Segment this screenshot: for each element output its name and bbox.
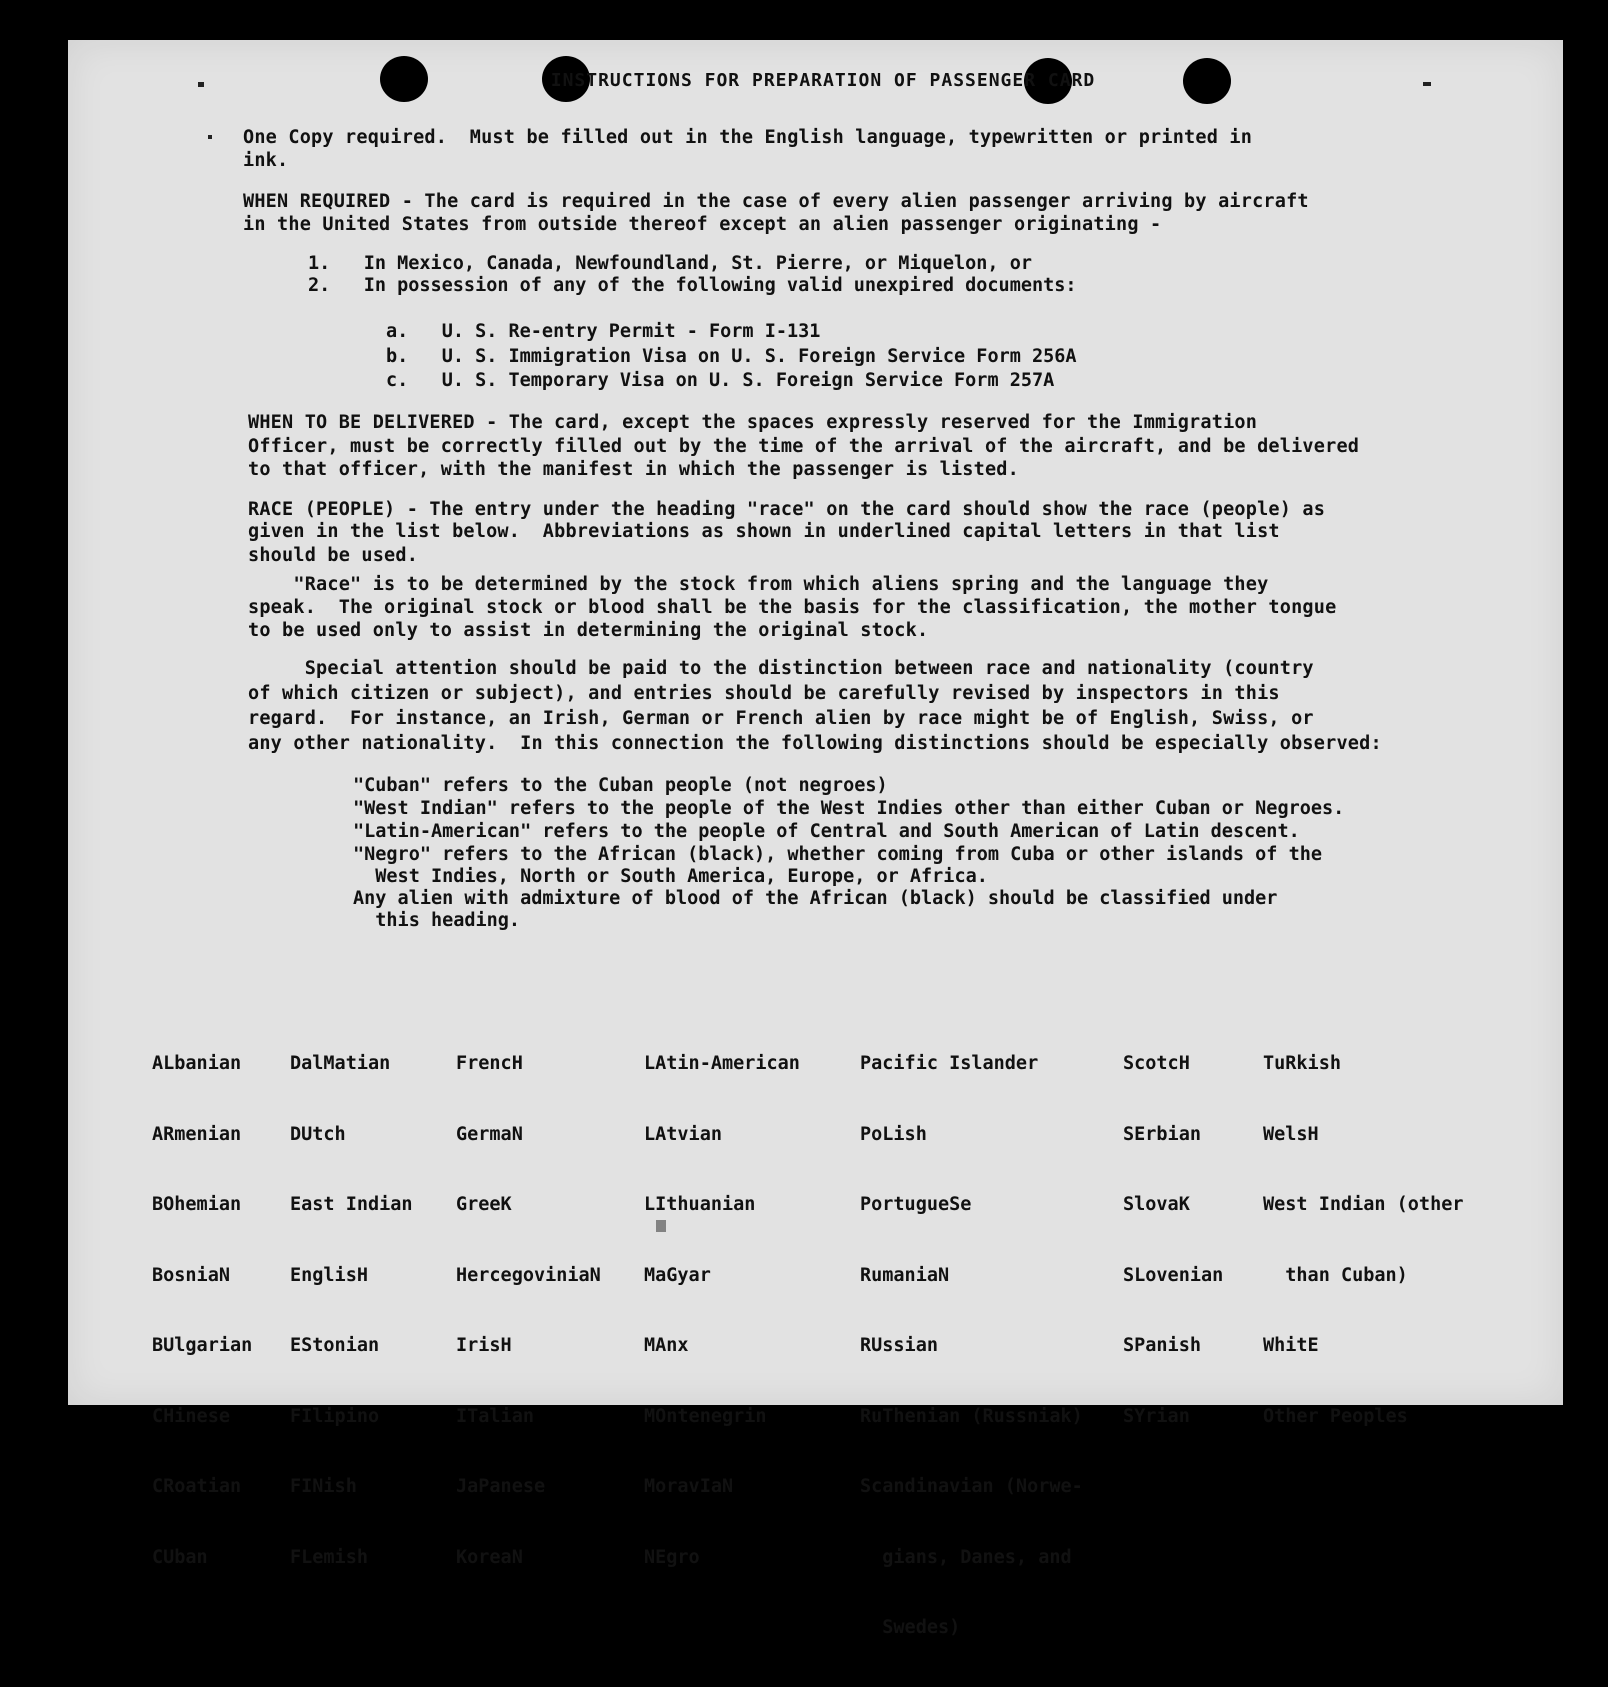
- race-intro-line: should be used.: [248, 545, 419, 566]
- race-item: FIlipino: [290, 1405, 380, 1427]
- special-attention-line: of which citizen or subject), and entries should be carefully revised by inspectors in this: [248, 683, 1280, 704]
- page-title: INSTRUCTIONS FOR PREPARATION OF PASSENGER CARD: [550, 70, 1096, 91]
- race-item: SPanish: [1123, 1335, 1201, 1356]
- race-item: CUban: [152, 1546, 208, 1568]
- race-intro-line: given in the list below. Abbreviations as shown in underlined capital letters in that list: [248, 521, 1280, 542]
- race-intro-line: RACE (PEOPLE) - The entry under the heading "race" on the card should show the race (people) as: [248, 499, 1326, 520]
- race-item: MaGyar: [644, 1264, 711, 1286]
- race-item: CRoatian: [152, 1476, 242, 1497]
- race-item: SLovenian: [1123, 1264, 1224, 1286]
- race-item: FrencH: [456, 1053, 523, 1074]
- scan-speck: [198, 82, 204, 87]
- when-delivered-line: to that officer, with the manifest in which the passenger is listed.: [248, 459, 1019, 480]
- scan-speck: [656, 1220, 666, 1232]
- race-item: ALbanian: [152, 1053, 242, 1074]
- race-item: East Indian: [290, 1194, 413, 1215]
- race-column: [860, 1005, 1083, 1687]
- race-item: SlovaK: [1123, 1194, 1190, 1215]
- race-item: LIthuanian: [644, 1194, 756, 1215]
- document-item: b. U. S. Immigration Visa on U. S. Foreign Service Form 256A: [386, 346, 1077, 367]
- race-item: WelsH: [1263, 1123, 1319, 1145]
- scan-speck: [1423, 82, 1431, 86]
- race-item: FINish: [290, 1476, 357, 1497]
- race-item: ARmenian: [152, 1123, 242, 1145]
- race-item: LAtin-American: [644, 1053, 800, 1074]
- race-item: BOhemian: [152, 1194, 242, 1215]
- race-item: West Indian (other: [1263, 1194, 1464, 1215]
- race-item: MOntenegrin: [644, 1405, 767, 1427]
- race-item: MAnx: [644, 1335, 689, 1356]
- race-item: KoreaN: [456, 1546, 523, 1568]
- document-item: c. U. S. Temporary Visa on U. S. Foreign Service Form 257A: [386, 370, 1055, 391]
- race-item: TuRkish: [1263, 1053, 1341, 1074]
- document-item: a. U. S. Re-entry Permit - Form I-131: [386, 321, 821, 342]
- intro-line: One Copy required. Must be filled out in the English language, typewritten or printed in: [243, 127, 1253, 148]
- special-attention-line: regard. For instance, an Irish, German or French alien by race might be of English, Swiss, or: [248, 708, 1314, 729]
- race-item: RUssian: [860, 1335, 938, 1356]
- race-item: than Cuban): [1263, 1264, 1408, 1286]
- race-item: EnglisH: [290, 1264, 368, 1286]
- document-page: [68, 40, 1563, 1638]
- race-item: BosniaN: [152, 1264, 230, 1286]
- race-item: BUlgarian: [152, 1335, 253, 1356]
- race-item: PoLish: [860, 1123, 927, 1145]
- race-item: LAtvian: [644, 1123, 722, 1145]
- race-item: DUtch: [290, 1123, 346, 1145]
- scan-speck: [208, 135, 212, 139]
- special-attention-line: any other nationality. In this connection the following distinctions should be especially observed:: [248, 733, 1382, 754]
- distinction-line: West Indies, North or South America, Europe, or Africa.: [353, 866, 988, 887]
- race-item: NEgro: [644, 1546, 700, 1568]
- when-delivered-line: WHEN TO BE DELIVERED - The card, except the spaces expressly reserved for the Immigration: [248, 412, 1258, 433]
- race-item: gians, Danes, and: [860, 1546, 1072, 1568]
- race-definition-line: to be used only to assist in determining the original stock.: [248, 620, 929, 641]
- race-item: ITalian: [456, 1405, 534, 1427]
- distinction-line: "West Indian" refers to the people of the West Indies other than either Cuban or Negroes.: [353, 798, 1345, 819]
- race-item: HercegoviniaN: [456, 1264, 601, 1286]
- race-item: GreeK: [456, 1194, 512, 1215]
- special-attention-line: Special attention should be paid to the distinction between race and nationality (country: [248, 658, 1314, 679]
- race-item: FLemish: [290, 1546, 368, 1568]
- race-item: WhitE: [1263, 1335, 1319, 1356]
- when-delivered-line: Officer, must be correctly filled out by the time of the arrival of the aircraft, and be delivered: [248, 436, 1360, 457]
- list-item: 1. In Mexico, Canada, Newfoundland, St. Pierre, or Miquelon, or: [308, 253, 1032, 274]
- punch-hole: [380, 56, 428, 102]
- race-item: PortugueSe: [860, 1194, 972, 1215]
- race-item: Scandinavian (Norwe-: [860, 1476, 1083, 1497]
- race-item: RumaniaN: [860, 1264, 950, 1286]
- race-definition-line: speak. The original stock or blood shall be the basis for the classification, the mother tongue: [248, 597, 1337, 618]
- race-item: IrisH: [456, 1335, 512, 1356]
- when-required-line: WHEN REQUIRED - The card is required in the case of every alien passenger arriving by aircraft: [243, 191, 1309, 212]
- race-item: ScotcH: [1123, 1053, 1190, 1074]
- race-item: Swedes): [860, 1617, 961, 1638]
- race-column: [456, 1005, 601, 1616]
- punch-hole: [1183, 58, 1231, 104]
- race-item: SErbian: [1123, 1123, 1201, 1145]
- distinction-line: Any alien with admixture of blood of the African (black) should be classified under: [353, 888, 1278, 909]
- distinction-line: "Negro" refers to the African (black), whether coming from Cuba or other islands of the: [353, 844, 1323, 865]
- race-item: CHinese: [152, 1405, 230, 1427]
- distinction-line: "Cuban" refers to the Cuban people (not negroes): [353, 775, 888, 796]
- race-column: [1123, 1005, 1223, 1475]
- race-item: RuThenian (Russniak): [860, 1405, 1083, 1427]
- race-item: GermaN: [456, 1123, 523, 1145]
- distinction-line: "Latin-American" refers to the people of Central and South American of Latin descent.: [353, 821, 1300, 842]
- list-item: 2. In possession of any of the following valid unexpired documents:: [308, 275, 1077, 296]
- race-item: SYrian: [1123, 1405, 1190, 1427]
- race-column: [152, 1005, 252, 1616]
- race-item: Pacific Islander: [860, 1053, 1039, 1074]
- race-column: [290, 1005, 413, 1616]
- intro-line: ink.: [243, 150, 289, 171]
- distinction-line: this heading.: [353, 910, 521, 931]
- race-item: Other Peoples: [1263, 1405, 1408, 1427]
- race-column: [644, 1005, 800, 1616]
- race-column: [1263, 1005, 1463, 1475]
- race-item: DalMatian: [290, 1053, 391, 1074]
- race-item: MoravIaN: [644, 1476, 734, 1497]
- race-definition-line: "Race" is to be determined by the stock from which aliens spring and the language they: [248, 574, 1269, 595]
- race-item: JaPanese: [456, 1476, 546, 1497]
- when-required-line: in the United States from outside thereof except an alien passenger originating -: [243, 214, 1162, 235]
- race-item: EStonian: [290, 1335, 380, 1356]
